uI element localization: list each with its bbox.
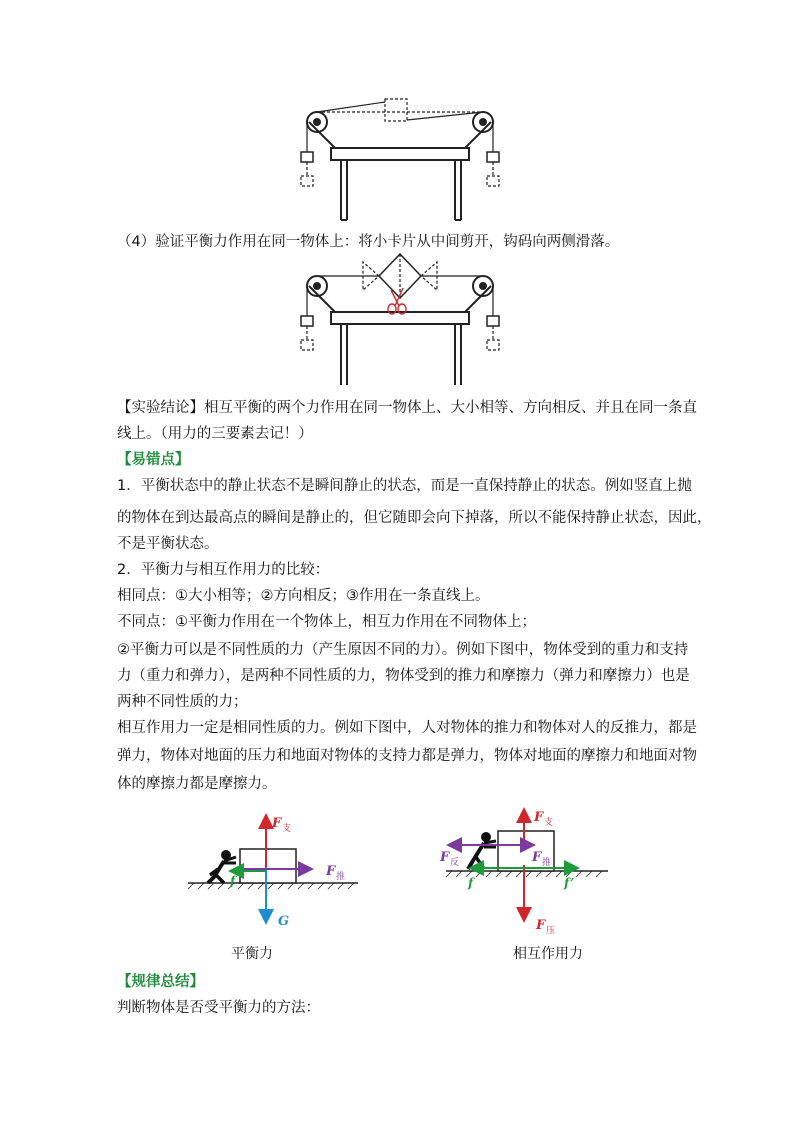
scissors-icon [388,288,406,314]
label-sub-support: 支 [282,824,292,834]
apparatus-figure-1 [295,90,505,225]
pitfall-2-line-8: 弹力，物体对地面的压力和地面对物体的支持力都是弹力，物体对地面的摩擦力和地面对物 [117,748,697,764]
pitfall-2-line-3: 不同点：①平衡力作用在一个物体上，相互力作用在不同物体上； [117,614,536,630]
label-f-push: F [326,864,336,879]
pitfall-2-line-5: 力（重力和弹力），是两种不同性质的力，物体受到的推力和摩擦力（弹力和摩擦力）也是 [117,668,690,684]
label-f-reaction: F [440,850,450,865]
label-friction-prime: f’ [564,876,575,890]
pitfall-1-line-3: 不是平衡状态。 [117,536,219,552]
interaction-force-diagram [432,805,622,935]
apparatus-figure-2 [295,250,505,390]
pitfalls-heading: 【易错点】 [117,452,190,468]
label-f-support-2: F [534,810,544,825]
summary-line-1: 判断物体是否受平衡力的方法： [117,1000,320,1016]
pitfall-2-line-4: ②平衡力可以是不同性质的力（产生原因不同的力）。例如下图中，物体受到的重力和支持 [117,642,689,658]
step-4-text: （4）验证平衡力作用在同一物体上：将小卡片从中间剪开，钩码向两侧滑落。 [117,234,620,250]
label-sub-reaction: 反 [450,858,460,868]
conclusion-line-2: 线上。（用力的三要素去记！） [117,426,313,442]
label-f-press: F [536,918,546,933]
label-f-push-2: F [532,850,542,865]
label-f-support: F [272,816,282,831]
label-sub-push: 推 [336,872,346,882]
pitfall-2-line-1: 2．平衡力与相互作用力的比较： [117,562,330,578]
caption-interaction: 相互作用力 [513,946,583,962]
summary-heading: 【规律总结】 [117,974,204,990]
conclusion-line-1: 【实验结论】相互平衡的两个力作用在同一物体上、大小相等、方向相反、并且在同一条直 [117,400,697,416]
caption-balanced: 平衡力 [231,946,273,962]
pitfall-1-line-2: 的物体在到达最高点的瞬间是静止的，但它随即会向下掉落，所以不能保持静止状态，因此， [117,510,712,526]
label-gravity: G [278,914,290,929]
label-sub-support-2: 支 [544,818,554,828]
pitfall-2-line-7: 相互作用力一定是相同性质的力。例如下图中，人对物体的推力和物体对人的反推力，都是 [117,720,697,736]
pitfall-2-line-9: 体的摩擦力都是摩擦力。 [117,776,277,792]
label-friction: f [230,874,236,888]
label-sub-press: 压 [546,926,556,935]
label-sub-push-2: 推 [542,858,552,868]
person-icon-2 [468,832,496,869]
pitfall-2-line-6: 两种不同性质的力； [117,694,248,710]
pitfall-2-line-2: 相同点：①大小相等；②方向相反；③作用在一条直线上。 [117,588,490,604]
label-friction-2: f [468,876,474,890]
balanced-force-diagram [180,805,380,935]
pitfall-1-line-1: 1．平衡状态中的静止状态不是瞬间静止的状态，而是一直保持静止的状态。例如竖直上抛 [117,478,692,494]
